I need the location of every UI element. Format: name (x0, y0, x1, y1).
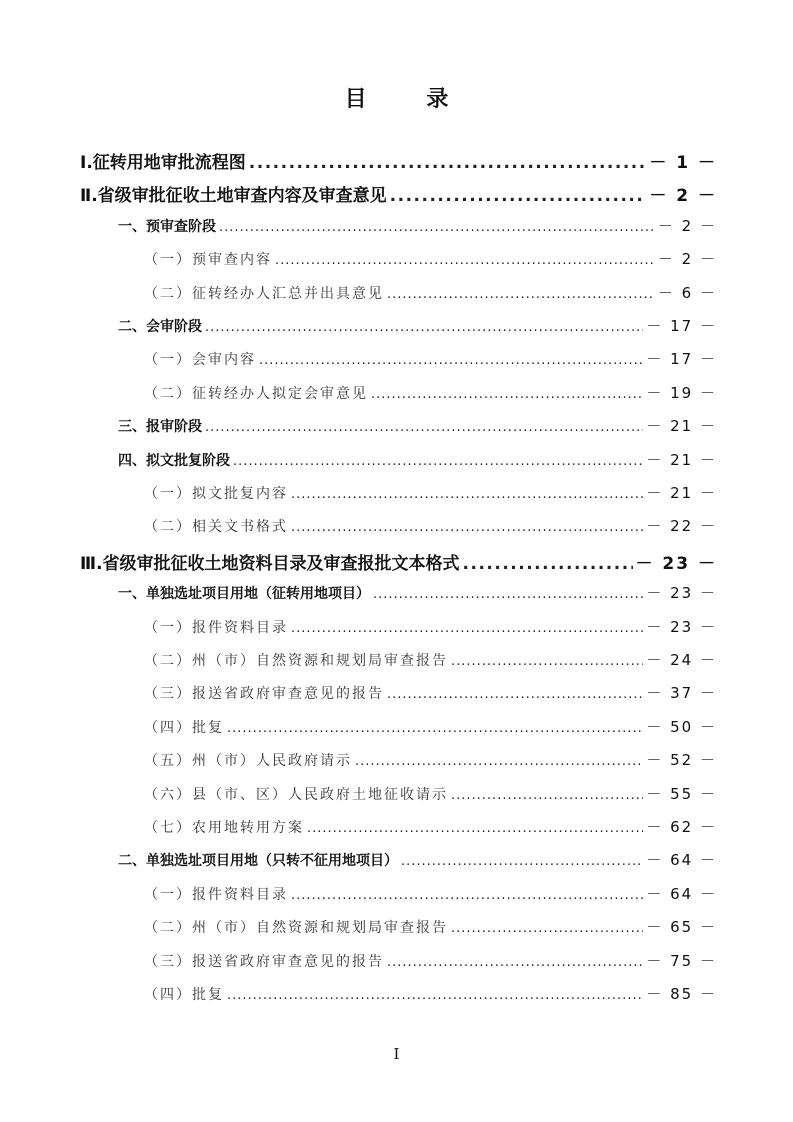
toc-dot-leader (451, 788, 643, 803)
toc-entry-page: － 23 － (646, 617, 717, 636)
toc-dot-leader (371, 387, 643, 402)
toc-dot-leader (259, 353, 643, 368)
toc-entry[interactable] (144, 682, 717, 703)
toc-entry-title: （四）批复 (144, 987, 224, 1003)
toc-entry[interactable] (144, 749, 717, 770)
toc-dot-leader (451, 654, 643, 669)
toc-entry[interactable] (144, 950, 717, 971)
toc-entry-title: Ⅲ.省级审批征收土地资料目录及审查报批文本格式 (80, 553, 460, 574)
toc-entry[interactable] (80, 148, 717, 173)
toc-entry-title: 二、单独选址项目用地（只转不征用地项目） (118, 853, 398, 870)
toc-dot-leader (227, 988, 643, 1003)
toc-dot-leader (219, 220, 655, 235)
toc-entry-page: － 2 － (649, 186, 717, 207)
toc-entry[interactable] (144, 515, 717, 536)
toc-entry[interactable] (144, 616, 717, 637)
toc-entry-title: （一）报件资料目录 (144, 619, 288, 636)
toc-entry-title: 一、单独选址项目用地（征转用地项目） (118, 586, 370, 603)
toc-dot-leader (355, 754, 643, 769)
toc-entry-title: Ⅱ.省级审批征收土地审查内容及审查意见 (80, 186, 387, 207)
toc-entry-title: （二）征转经办人拟定会审意见 (144, 385, 368, 402)
toc-entry-page: － 37 － (646, 684, 717, 703)
toc-entry[interactable] (144, 916, 717, 937)
toc-entry-page: － 17 － (646, 317, 717, 335)
toc-dot-leader (291, 621, 643, 636)
toc-entry-page: － 64 － (646, 884, 717, 903)
toc-dot-leader (275, 253, 655, 268)
toc-entry[interactable] (118, 215, 717, 236)
toc-entry-page: － 23 － (646, 584, 717, 603)
toc-dot-leader (233, 454, 643, 469)
toc-entry-page: － 65 － (646, 918, 717, 937)
toc-entry-title: （二）相关文书格式 (144, 519, 288, 536)
toc-dot-leader (291, 487, 643, 502)
toc-dot-leader (401, 854, 643, 869)
toc-dot-leader (373, 587, 643, 602)
toc-entry-title: 三、报审阶段 (118, 419, 202, 436)
toc-dot-leader (291, 520, 643, 535)
toc-entry-page: － 21 － (646, 484, 717, 502)
toc-entry-page: － 21 － (646, 417, 717, 436)
toc-dot-leader (387, 687, 643, 702)
toc-entry-page: － 21 － (646, 450, 717, 469)
toc-dot-leader (291, 888, 643, 903)
toc-entry[interactable] (144, 482, 717, 503)
toc-entry-title: （一）预审查内容 (144, 252, 272, 269)
toc-entry[interactable] (144, 248, 717, 269)
toc-entry-page: － 1 － (649, 153, 717, 173)
toc-entry-title: （三）报送省政府审查意见的报告 (144, 686, 384, 703)
toc-entry-title: 一、预审查阶段 (118, 218, 216, 235)
page-number: I (393, 1045, 400, 1063)
toc-entry[interactable] (118, 415, 717, 436)
toc-entry-page: － 75 － (646, 951, 717, 970)
toc-entry-page: － 23 － (635, 553, 717, 574)
toc-entry[interactable] (118, 315, 717, 336)
toc-dot-leader (227, 721, 643, 736)
toc-entry-page: － 2 － (657, 216, 717, 235)
toc-dot-leader (451, 921, 643, 936)
toc-entry[interactable] (144, 348, 717, 369)
toc-entry-page: － 6 － (657, 283, 717, 302)
toc-dot-leader (205, 320, 643, 335)
toc-entry-title: Ⅰ.征转用地审批流程图 (80, 153, 246, 173)
toc-entry-title: （二）州（市）自然资源和规划局审查报告 (144, 920, 448, 937)
toc-entry-page: － 22 － (646, 517, 717, 536)
toc-entry-title: （二）州（市）自然资源和规划局审查报告 (144, 653, 448, 669)
toc-entry[interactable] (118, 582, 717, 603)
toc-entry-title: （二）征转经办人汇总并出具意见 (144, 285, 384, 302)
toc-dot-leader (390, 186, 647, 206)
toc-entry-page: － 19 － (646, 383, 717, 402)
toc-entry-title: （五）州（市）人民政府请示 (144, 753, 352, 770)
toc-dot-leader (387, 955, 643, 970)
toc-entry[interactable] (144, 649, 717, 670)
toc-entry[interactable] (80, 549, 717, 574)
toc-entry[interactable] (144, 983, 717, 1004)
toc-entry[interactable] (80, 181, 717, 206)
toc-dot-leader (205, 420, 643, 435)
toc-entry-page: － 24 － (646, 651, 717, 669)
page-title: 目 录 (344, 86, 475, 112)
toc-entry[interactable] (144, 783, 717, 804)
toc-entry-title: 二、会审阶段 (118, 319, 202, 335)
toc-dot-leader (249, 153, 647, 173)
toc-entry[interactable] (144, 282, 717, 303)
toc-entry-title: （一）拟文批复内容 (144, 486, 288, 502)
toc-entry-title: 四、拟文批复阶段 (118, 452, 230, 469)
toc-entry-page: － 52 － (646, 751, 717, 770)
toc-entry-page: － 50 － (646, 717, 717, 736)
toc-entry-title: （七）农用地转用方案 (144, 820, 304, 836)
toc-dot-leader (463, 554, 633, 574)
toc-entry[interactable] (118, 449, 717, 470)
toc-entry-page: － 17 － (646, 350, 717, 369)
toc-entry[interactable] (118, 849, 717, 870)
toc-dot-leader (307, 821, 643, 836)
toc-entry[interactable] (144, 382, 717, 403)
toc-entry[interactable] (144, 816, 717, 837)
toc-entry-page: － 85 － (646, 985, 717, 1003)
toc-entry-title: （四）批复 (144, 719, 224, 736)
toc-entry-title: （一）会审内容 (144, 352, 256, 369)
toc-entry-title: （一）报件资料目录 (144, 886, 288, 903)
toc-entry-page: － 55 － (646, 784, 717, 803)
toc-entry[interactable] (144, 716, 717, 737)
toc-entry-title: （六）县（市、区）人民政府土地征收请示 (144, 786, 448, 803)
toc-entry-title: （三）报送省政府审查意见的报告 (144, 953, 384, 970)
toc-entry-page: － 2 － (657, 250, 717, 269)
toc-dot-leader (387, 287, 655, 302)
toc-entry-page: － 64 － (646, 851, 717, 870)
toc-entry[interactable] (144, 883, 717, 904)
toc-entry-page: － 62 － (646, 818, 717, 836)
